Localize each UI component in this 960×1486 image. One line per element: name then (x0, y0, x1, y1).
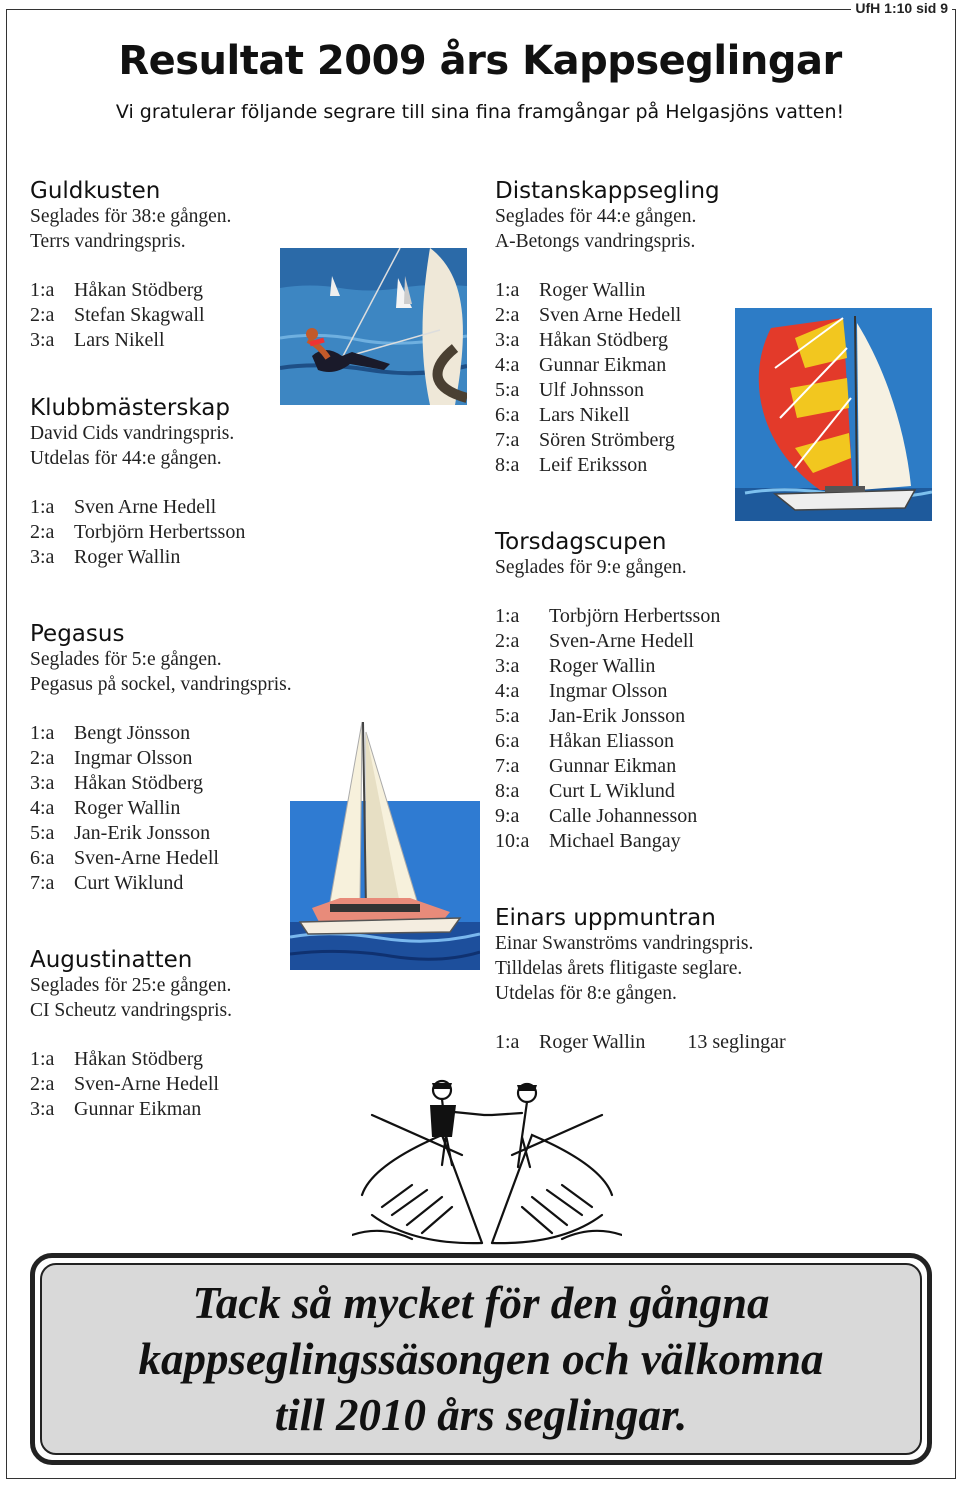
results-list (30, 278, 231, 353)
result-place: 3:a (495, 329, 520, 351)
result-row (30, 871, 292, 896)
description-line: Seglades för 9:e gången. (495, 557, 687, 578)
banner-line: till 2010 års seglingar. (274, 1390, 688, 1440)
result-place: 7:a (495, 755, 520, 777)
result-row (30, 278, 231, 303)
result-place: 4:a (495, 354, 520, 376)
result-place: 2:a (30, 1073, 55, 1095)
result-row (495, 453, 720, 478)
result-place: 3:a (30, 1098, 55, 1120)
section-description (495, 555, 720, 580)
windsurfer-illustration (280, 248, 467, 405)
result-row (495, 779, 720, 804)
description-line: Seglades för 44:e gången. (495, 206, 697, 227)
section-description (30, 421, 245, 471)
result-row (30, 1097, 232, 1122)
result-name: Leif Eriksson (539, 454, 648, 476)
section-guldkusten (30, 178, 231, 353)
result-name: Sven Arne Hedell (74, 496, 217, 518)
result-row (495, 303, 720, 328)
result-place: 5:a (495, 705, 520, 727)
result-place: 1:a (30, 279, 55, 301)
section-description (30, 647, 292, 697)
result-name: Sven Arne Hedell (539, 304, 682, 326)
result-name: Roger Wallin (539, 1031, 646, 1053)
description-line: Einar Swanströms vandringspris. (495, 933, 754, 954)
result-place: 4:a (30, 797, 55, 819)
catamaran-illustration (290, 722, 480, 970)
description-line: A-Betongs vandringspris. (495, 231, 696, 252)
result-place: 2:a (495, 630, 520, 652)
result-place: 7:a (30, 872, 55, 894)
result-name: Bengt Jönsson (74, 722, 191, 744)
result-row (30, 545, 245, 570)
result-name: Roger Wallin (539, 279, 646, 301)
result-row (495, 829, 720, 854)
description-line: Seglades för 25:e gången. (30, 975, 232, 996)
result-place: 2:a (30, 747, 55, 769)
section-description (30, 973, 232, 1023)
result-name: Torbjörn Herbertsson (549, 605, 721, 627)
section-einars-uppmuntran (495, 905, 786, 1055)
results-list (30, 721, 292, 896)
description-line: Seglades för 5:e gången. (30, 649, 222, 670)
result-name: Jan-Erik Jonsson (549, 705, 686, 727)
results-list (495, 604, 720, 854)
section-description (495, 204, 720, 254)
section-heading: Einars uppmuntran (495, 905, 716, 931)
result-row (30, 771, 292, 796)
result-place: 4:a (495, 680, 520, 702)
page-title: Resultat 2009 års Kappseglingar (118, 38, 842, 84)
result-row (30, 1047, 232, 1072)
result-row (495, 679, 720, 704)
result-place: 3:a (30, 546, 55, 568)
result-row (495, 604, 720, 629)
result-place: 3:a (30, 329, 55, 351)
result-row (495, 428, 720, 453)
result-place: 2:a (30, 304, 55, 326)
result-row (495, 353, 720, 378)
result-row (495, 403, 720, 428)
result-row (30, 1072, 232, 1097)
result-row (30, 303, 231, 328)
section-description (495, 931, 786, 1006)
result-row (495, 729, 720, 754)
result-name: Håkan Stödberg (539, 329, 669, 351)
section-heading: Pegasus (30, 621, 125, 647)
section-torsdagscupen (495, 529, 720, 854)
section-heading: Guldkusten (30, 178, 161, 204)
description-line: Utdelas för 44:e gången. (30, 448, 222, 469)
description-line: Tilldelas årets flitigaste seglare. (495, 958, 743, 979)
section-heading: Torsdagscupen (495, 529, 667, 555)
result-name: Curt Wiklund (74, 872, 184, 894)
description-line: CI Scheutz vandringspris. (30, 1000, 233, 1021)
result-name: Gunnar Eikman (74, 1098, 202, 1120)
result-place: 1:a (495, 279, 520, 301)
result-name: Gunnar Eikman (549, 755, 677, 777)
result-place: 8:a (495, 454, 520, 476)
page-tag: UfH 1:10 sid 9 (851, 0, 952, 16)
description-line: Seglades för 38:e gången. (30, 206, 232, 227)
result-name: Jan-Erik Jonsson (74, 822, 211, 844)
result-name: Håkan Stödberg (74, 279, 204, 301)
result-row (30, 721, 292, 746)
description-line: Pegasus på sockel, vandringspris. (30, 674, 292, 695)
result-row (30, 746, 292, 771)
section-distanskappsegling (495, 178, 720, 478)
result-place: 6:a (30, 847, 55, 869)
result-row (495, 704, 720, 729)
result-name: Curt L Wiklund (549, 780, 675, 802)
result-place: 5:a (30, 822, 55, 844)
result-name: Ulf Johnsson (539, 379, 645, 401)
description-line: Utdelas för 8:e gången. (495, 983, 677, 1004)
result-row (495, 1030, 786, 1055)
result-row (495, 654, 720, 679)
result-place: 2:a (30, 521, 55, 543)
result-row (495, 378, 720, 403)
result-name: Calle Johannesson (549, 805, 698, 827)
spinnaker-sailboat-illustration (735, 308, 932, 521)
section-pegasus (30, 621, 292, 896)
closing-banner-inner (40, 1263, 922, 1455)
result-place: 10:a (495, 830, 530, 852)
result-place: 6:a (495, 730, 520, 752)
result-place: 1:a (495, 1031, 520, 1053)
result-place: 1:a (495, 605, 520, 627)
description-line: Terrs vandringspris. (30, 231, 186, 252)
result-place: 7:a (495, 429, 520, 451)
result-row (495, 328, 720, 353)
result-name: Håkan Stödberg (74, 772, 204, 794)
result-place: 6:a (495, 404, 520, 426)
result-place: 5:a (495, 379, 520, 401)
results-list (30, 495, 245, 570)
result-row (30, 328, 231, 353)
section-heading: Distanskappsegling (495, 178, 720, 204)
result-row (30, 796, 292, 821)
result-name: Sven-Arne Hedell (549, 630, 694, 652)
result-place: 1:a (30, 722, 55, 744)
result-name: Lars Nikell (74, 329, 165, 351)
result-name: Sven-Arne Hedell (74, 1073, 219, 1095)
result-place: 2:a (495, 304, 520, 326)
result-name: Sören Strömberg (539, 429, 675, 451)
result-name: Ingmar Olsson (74, 747, 193, 769)
result-place: 3:a (30, 772, 55, 794)
result-place: 1:a (30, 496, 55, 518)
banner-line: Tack så mycket för den gångna (192, 1278, 770, 1328)
result-extra: 13 seglingar (687, 1031, 786, 1053)
results-list (495, 278, 720, 478)
result-row (495, 804, 720, 829)
result-row (30, 846, 292, 871)
result-name: Roger Wallin (74, 546, 181, 568)
result-name: Sven-Arne Hedell (74, 847, 219, 869)
banner-line: kappseglingssäsongen och välkomna (138, 1334, 824, 1384)
page-subtitle: Vi gratulerar följande segrare till sina fina framgångar på Helgasjöns vatten! (115, 101, 845, 123)
result-name: Roger Wallin (74, 797, 181, 819)
section-klubbmasterskap (30, 395, 245, 570)
section-augustinatten (30, 947, 232, 1122)
result-row (495, 754, 720, 779)
result-place: 9:a (495, 805, 520, 827)
section-heading: Augustinatten (30, 947, 193, 973)
description-line: David Cids vandringspris. (30, 423, 235, 444)
result-name: Michael Bangay (549, 830, 681, 852)
result-name: Håkan Eliasson (549, 730, 674, 752)
sailors-handshake-cartoon (352, 1075, 622, 1253)
section-heading: Klubbmästerskap (30, 395, 230, 421)
result-row (495, 278, 720, 303)
section-description (30, 204, 231, 254)
result-row (30, 520, 245, 545)
result-row (495, 629, 720, 654)
result-place: 8:a (495, 780, 520, 802)
result-row (30, 495, 245, 520)
result-name: Stefan Skagwall (74, 304, 205, 326)
closing-banner (30, 1253, 932, 1465)
result-name: Gunnar Eikman (539, 354, 667, 376)
result-place: 3:a (495, 655, 520, 677)
result-name: Torbjörn Herbertsson (74, 521, 246, 543)
result-place: 1:a (30, 1048, 55, 1070)
results-list (30, 1047, 232, 1122)
result-name: Lars Nikell (539, 404, 630, 426)
results-list (495, 1030, 786, 1055)
result-name: Ingmar Olsson (549, 680, 668, 702)
result-name: Håkan Stödberg (74, 1048, 204, 1070)
result-name: Roger Wallin (549, 655, 656, 677)
result-row (30, 821, 292, 846)
